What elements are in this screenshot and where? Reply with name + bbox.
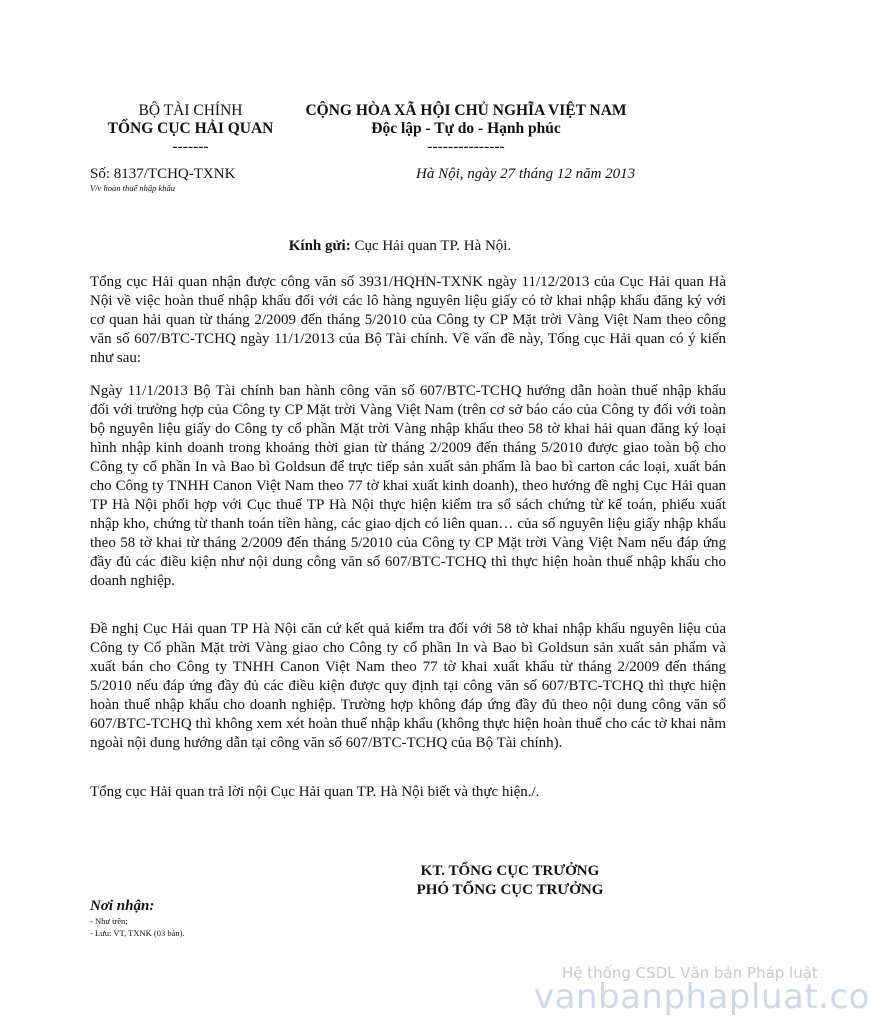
body-paragraph-2: Ngày 11/1/2013 Bộ Tài chính ban hành công văn số 607/BTC-TCHQ hướng dẫn hoàn thuế nhập khẩu đối với trường hợp của Công ty CP Mặt trời Vàng Việt Nam (trên cơ sở báo cáo của Công ty đối với toàn bộ nguyên liệu giấy do Công ty cổ phần Mặt trời Vàng nhập khẩu theo 58 tờ khai hải quan đăng ký loại hình nhập kinh doanh trong khoảng thời gian từ tháng 2/2009 đến tháng 5/2010 được giao toàn bộ cho Công ty cổ phần In và Bao bì Goldsun để trực tiếp sản xuất sản phẩm là bao bì carton các loại, xuất bán cho Công ty TNHH Canon Việt Nam theo 77 tờ khai xuất kinh doanh), theo hướng đề nghị Cục Hải quan TP Hà Nội phối hợp với Cục thuế TP Hà Nội thực hiện kiểm tra sổ sách chứng từ kế toán, phiếu xuất nhập kho, chứng từ thanh toán tiền hàng, các giao dịch có liên quan… của số nguyên liệu giấy nhập khẩu theo 58 tờ khai từ tháng 2/2009 đến tháng 5/2010 của Công ty CP Mặt trời Vàng Việt Nam nếu đáp ứng đầy đủ các điều kiện như nội dung công văn số 607/BTC-TCHQ thì thực hiện hoàn thuế nhập khẩu cho doanh nghiệp. xyxy=(90,383,726,589)
motto-rule: --------------- xyxy=(427,138,505,155)
body-paragraph-1: Tổng cục Hải quan nhận được công văn số 3931/HQHN-TXNK ngày 11/12/2013 của Cục Hải quan Hà Nội về việc hoàn thuế nhập khẩu đối với các lô hàng nguyên liệu giấy có tờ khai nhập khẩu đăng ký với cơ quan hải quan từ tháng 2/2009 đến tháng 5/2010 của Công ty CP Mặt trời Vàng Việt Nam theo công văn số 607/BTC-TCHQ ngày 11/1/2013 của Bộ Tài chính. Về vấn đề này, Tổng cục Hải quan có ý kiến như sau: xyxy=(90,274,726,366)
watermark-site-link[interactable]: vanbanphapluat.co xyxy=(534,977,870,1017)
agency-rule: ------- xyxy=(172,138,209,155)
nation-name: CỘNG HÒA XÃ HỘI CHỦ NGHĨA VIỆT NAM xyxy=(305,102,627,119)
motto: Độc lập - Tự do - Hạnh phúc xyxy=(371,120,561,137)
signature-block xyxy=(400,862,620,900)
national-title-block xyxy=(296,102,636,156)
issuing-agency-block xyxy=(98,102,283,156)
agency-name: TỔNG CỤC HẢI QUAN xyxy=(107,120,274,137)
recipients-title: Nơi nhận: xyxy=(90,898,155,914)
recipients-item: - Lưu: VT, TXNK (03 bản). xyxy=(90,928,185,938)
body-paragraph-4: Tổng cục Hải quan trả lời nội Cục Hải quan TP. Hà Nội biết và thực hiện./. xyxy=(90,784,540,800)
recipient-label: Kính gửi: xyxy=(288,238,351,254)
recipients-list xyxy=(90,915,185,939)
document-number: Số: 8137/TCHQ-TXNK xyxy=(90,166,236,182)
watermark-caption: Hệ thống CSDL Văn bản Pháp luật xyxy=(562,964,818,982)
place-date: Hà Nội, ngày 27 tháng 12 năm 2013 xyxy=(416,166,636,182)
recipients-item: - Như trên; xyxy=(90,916,128,926)
recipient-line xyxy=(0,238,800,255)
ministry-name: BỘ TÀI CHÍNH xyxy=(138,102,243,119)
signature-line-1: KT. TỔNG CỤC TRƯỞNG xyxy=(420,863,600,879)
signature-line-2: PHÓ TỔNG CỤC TRƯỞNG xyxy=(416,882,604,898)
body-paragraph-3: Đề nghị Cục Hải quan TP Hà Nội căn cứ kết quả kiểm tra đối với 58 tờ khai nhập khẩu nguyên liệu của Công ty Cổ phần Mặt trời Vàng giao cho Công ty cổ phần In và Bao bì Goldsun sản xuất sản phẩm và xuất bán cho Công ty TNHH Canon Việt Nam theo 77 tờ khai xuất khẩu từ tháng 2/2009 đến tháng 5/2010 nếu đáp ứng đầy đủ các điều kiện được quy định tại công văn số 607/BTC-TCHQ thì thực hiện hoàn thuế nhập khẩu cho doanh nghiệp. Trường hợp không đáp ứng đầy đủ theo nội dung công văn số 607/BTC-TCHQ thì không xem xét hoàn thuế nhập khẩu (không thực hiện hoàn thuế cho các tờ khai nằm ngoài nội dung hướng dẫn tại công văn số 607/BTC-TCHQ của Bộ Tài chính). xyxy=(90,621,726,751)
recipient-name: Cục Hải quan TP. Hà Nội. xyxy=(350,238,512,254)
document-subject: V/v hoàn thuế nhập khẩu xyxy=(90,183,175,193)
